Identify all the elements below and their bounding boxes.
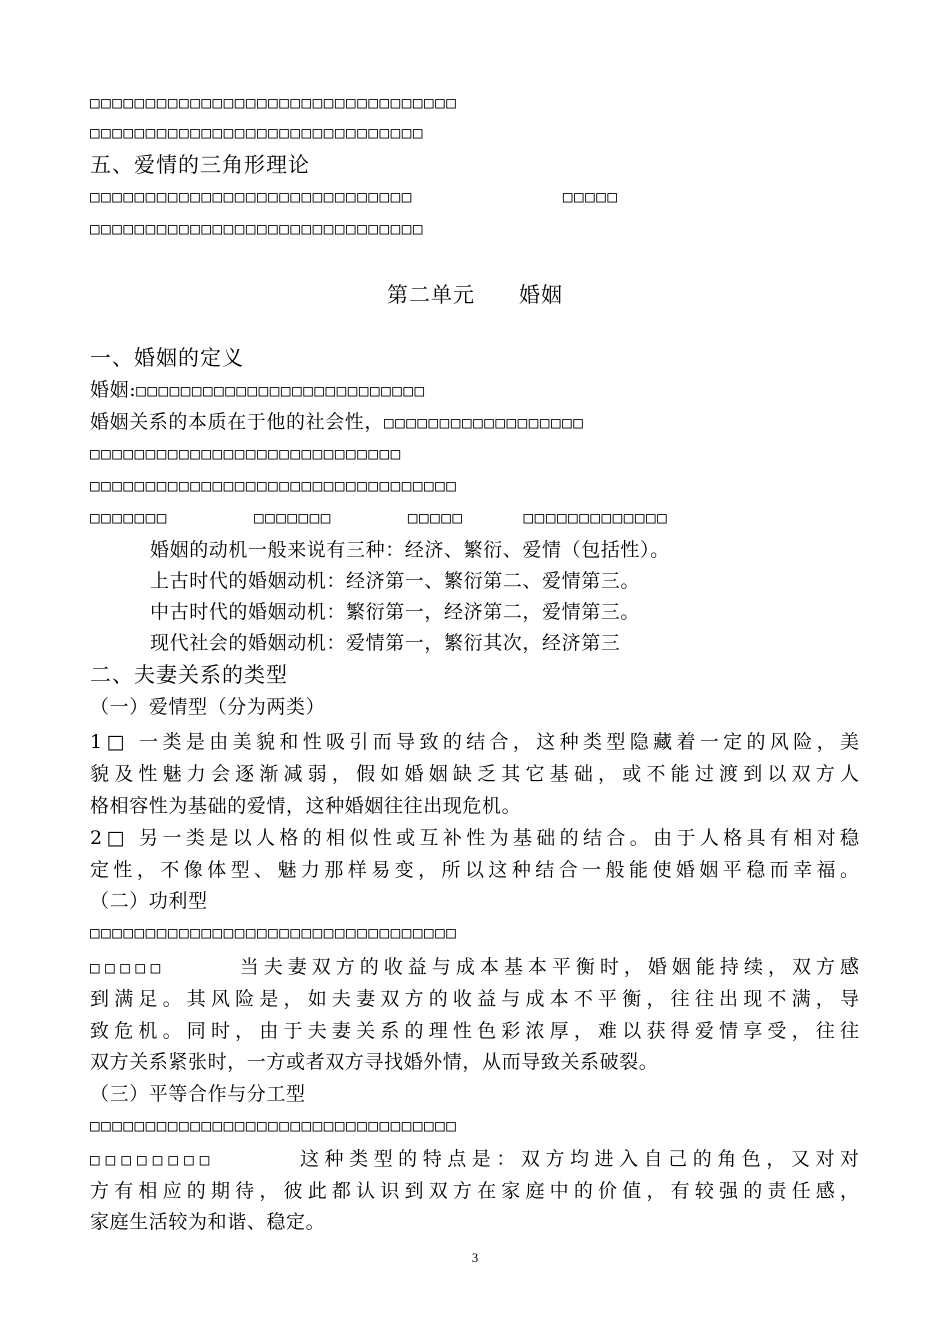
garbled-text: □□□□□□□□□□□□□□□□□□□□□□□□□□□□□ xyxy=(90,187,413,206)
subheading-love-type: （一）爱情型（分为两类） xyxy=(90,696,326,718)
paragraph-line: 方有相应的期待，彼此都认识到双方在家庭中的价值，有较强的责任感， xyxy=(90,1180,860,1202)
garbled-line: □□□□□□□□□□□□□□□□□□□□□□□□□□□□□□□□□ xyxy=(90,1116,458,1135)
garbled-text: □□□□□□□□□□□□□□□□□□□□□□□□□□ xyxy=(136,381,426,400)
garbled-text: □□□□□ xyxy=(562,187,619,206)
section-heading-marriage-definition: 一、婚姻的定义 xyxy=(90,346,244,370)
motive-modern: 现代社会的婚姻动机：爱情第一，繁衍其次，经济第三 xyxy=(150,632,621,654)
garbled-line: □□□□□□□□□□□□□□□□□□□□□□□□□□□□□□□□□ xyxy=(90,93,458,112)
unit-title-topic: 婚姻 xyxy=(519,283,563,307)
subheading-utility-type: （二）功利型 xyxy=(90,890,208,912)
unit-title xyxy=(0,280,950,310)
page-number: 3 xyxy=(471,1250,479,1265)
paragraph-line: 1□ 一类是由美貌和性吸引而导致的结合，这种类型隐藏着一定的风险，美 xyxy=(90,731,860,753)
definition-line xyxy=(90,375,426,406)
motive-ancient: 上古时代的婚姻动机：经济第一、繁衍第二、爱情第三。 xyxy=(150,570,641,592)
garbled-line: □□□□□□□□□□□□□□□□□□□□□□□□□□□□□□□□□ xyxy=(90,923,458,942)
paragraph-line: 2□ 另一类是以人格的相似性或互补性为基础的结合。由于人格具有相对稳 xyxy=(90,827,860,849)
paragraph-line: 致危机。同时，由于夫妻关系的理性色彩浓厚，难以获得爱情享受，往往 xyxy=(90,1020,860,1042)
definition-label: 婚姻: xyxy=(90,379,137,401)
garbled-line xyxy=(90,182,619,212)
paragraph-line xyxy=(90,952,860,983)
paragraph-line: 格相容性为基础的爱情，这种婚姻往往出现危机。 xyxy=(90,795,522,817)
garbled-line xyxy=(90,503,668,533)
paragraph-line: 到满足。其风险是，如夫妻双方的收益与成本不平衡，往往出现不满，导 xyxy=(90,988,860,1010)
garbled-text: □□□□□□□□□□□□□□□□□□ xyxy=(384,413,585,432)
motive-intro: 婚姻的动机一般来说有三种：经济、繁衍、爱情（包括性）。 xyxy=(150,539,670,561)
paragraph-text: 当夫妻双方的收益与成本基本平衡时，婚姻能持续，双方感 xyxy=(235,956,860,978)
paragraph-line: 貌及性魅力会逐渐减弱，假如婚姻缺乏其它基础，或不能过渡到以双方人 xyxy=(90,763,860,785)
section-heading-couple-types: 二、夫妻关系的类型 xyxy=(90,663,288,687)
unit-title-number: 第二单元 xyxy=(387,283,475,307)
garbled-text: □□□□□□□ xyxy=(90,508,168,527)
paragraph-line: 定性，不像体型、魅力那样易变，所以这种结合一般能使婚姻平稳而幸福。 xyxy=(90,859,860,881)
paragraph-line: 家庭生活较为和谐、稳定。 xyxy=(90,1211,326,1233)
paragraph-text: 这种类型的特点是：双方均进入自己的角色，又对对 xyxy=(295,1148,860,1170)
essence-text: 婚姻关系的本质在于他的社会性， xyxy=(90,411,385,433)
garbled-text: □□□□□□□□ xyxy=(90,1150,216,1169)
garbled-text: □□□□□□□□□□□□□ xyxy=(523,508,669,527)
section-heading-triangle-theory: 五、爱情的三角形理论 xyxy=(90,153,310,177)
essence-line xyxy=(90,407,584,438)
garbled-text: □□□□□ xyxy=(407,508,464,527)
garbled-text: □□□□□ xyxy=(90,958,166,977)
paragraph-line: 双方关系紧张时，一方或者双方寻找婚外情，从而导致关系破裂。 xyxy=(90,1051,659,1073)
motive-medieval: 中古时代的婚姻动机：繁衍第一，经济第二，爱情第三。 xyxy=(150,601,641,623)
garbled-line: □□□□□□□□□□□□□□□□□□□□□□□□□□□□ xyxy=(90,444,402,463)
subheading-equal-type: （三）平等合作与分工型 xyxy=(90,1083,306,1105)
garbled-line: □□□□□□□□□□□□□□□□□□□□□□□□□□□□□□ xyxy=(90,123,424,142)
garbled-text: □□□□□□□ xyxy=(253,508,332,527)
garbled-line: □□□□□□□□□□□□□□□□□□□□□□□□□□□□□□ xyxy=(90,219,424,238)
paragraph-line xyxy=(90,1144,860,1175)
garbled-line: □□□□□□□□□□□□□□□□□□□□□□□□□□□□□□□□□ xyxy=(90,476,458,495)
